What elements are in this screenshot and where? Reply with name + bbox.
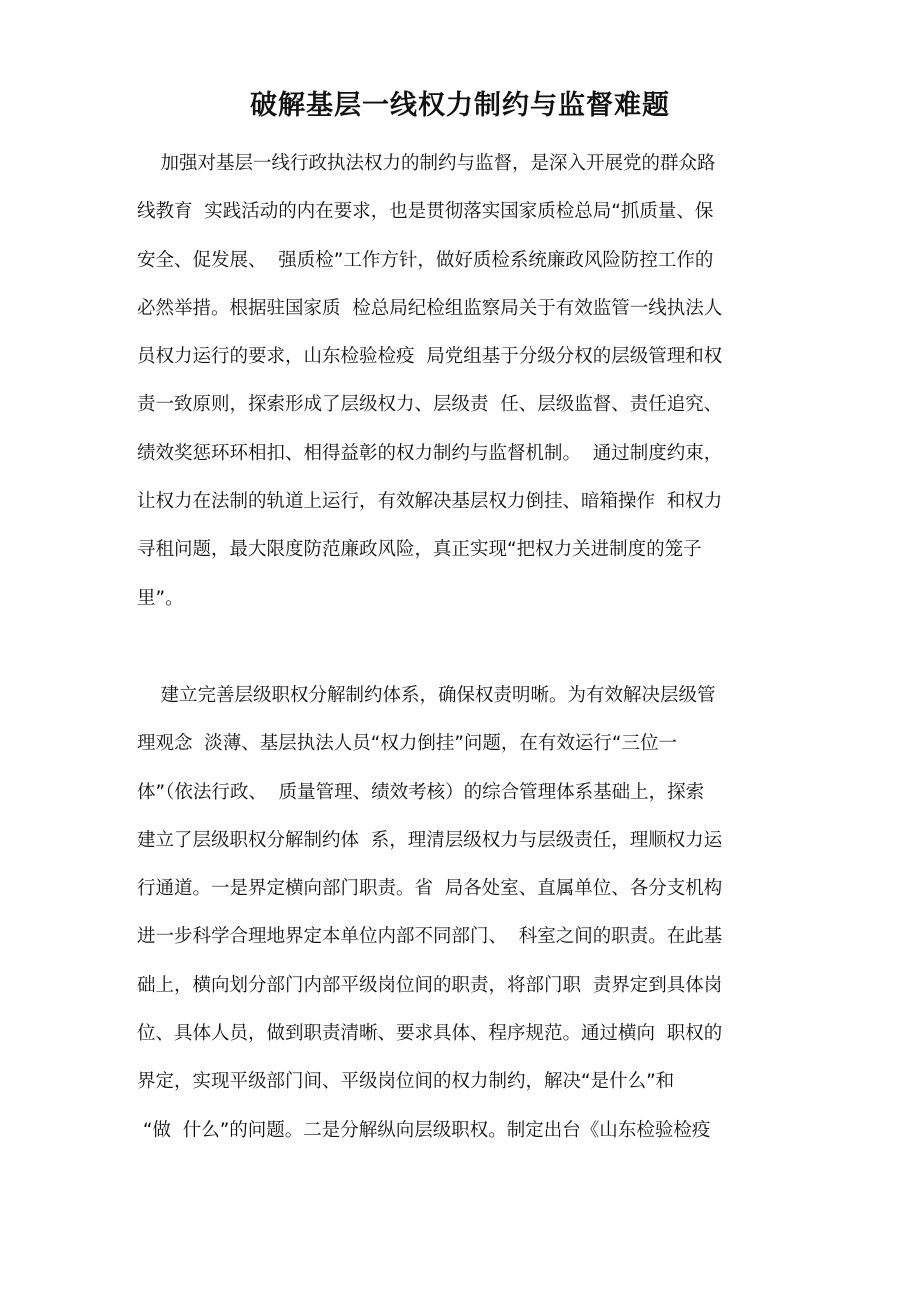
text-line: “做 什么”的问题。二是分解纵向层级职权。制定出台《山东检验检疫 — [137, 1119, 711, 1141]
text-line: 里”。 — [137, 587, 184, 609]
text-line: 线教育 实践活动的内在要求，也是贯彻落实国家质检总局“抓质量、保 — [137, 201, 714, 223]
text-line: 进一步科学合理地界定本单位内部不同部门、 科室之间的职责。在此基 — [137, 926, 723, 948]
text-line: 寻租问题，最大限度防范廉政风险，真正实现“把权力关进制度的笼子 — [137, 539, 702, 561]
text-line: 界定，实现平级部门间、平级岗位间的权力制约，解决“是什么”和 — [137, 1071, 675, 1093]
text-line: 体”（依法行政、 质量管理、绩效考核）的综合管理体系基础上，探索 — [137, 781, 705, 803]
text-line: 础上，横向划分部门内部平级岗位间的职责，将部门职 责界定到具体岗 — [137, 974, 723, 996]
text-line: 员权力运行的要求，山东检验检疫 局党组基于分级分权的层级管理和权 — [137, 346, 723, 368]
text-line: 理观念 淡薄、基层执法人员“权力倒挂”问题，在有效运行“三位一 — [137, 733, 678, 755]
text-line: 必然举措。根据驻国家质 检总局纪检组监察局关于有效监管一线执法人 — [137, 297, 723, 319]
text-line: 责一致原则，探索形成了层级权力、层级责 任、层级监督、责任追究、 — [137, 394, 723, 416]
text-line: 建立了层级职权分解制约体 系，理清层级权力与层级责任，理顺权力运 — [137, 829, 723, 851]
text-line: 加强对基层一线行政执法权力的制约与监督，是深入开展党的群众路 — [137, 153, 716, 174]
text-line: 让权力在法制的轨道上运行，有效解决基层权力倒挂、暗箱操作 和权力 — [137, 491, 723, 513]
paragraph-1 — [137, 140, 797, 623]
text-line: 建立完善层级职权分解制约体系，确保权责明晰。为有效解决层级管 — [137, 685, 716, 706]
text-line: 位、具体人员，做到职责清晰、要求具体、程序规范。通过横向 职权的 — [137, 1023, 723, 1045]
text-line: 绩效奖惩环环相扣、相得益彰的权力制约与监督机制。 通过制度约束， — [137, 442, 723, 464]
text-line: 行通道。一是界定横向部门职责。省 局各处室、直属单位、各分支机构 — [137, 878, 723, 900]
paragraph-2 — [137, 672, 797, 1155]
document-title: 破解基层一线权力制约与监督难题 — [250, 90, 670, 121]
text-line: 安全、促发展、 强质检”工作方针，做好质检系统廉政风险防控工作的 — [137, 249, 714, 271]
